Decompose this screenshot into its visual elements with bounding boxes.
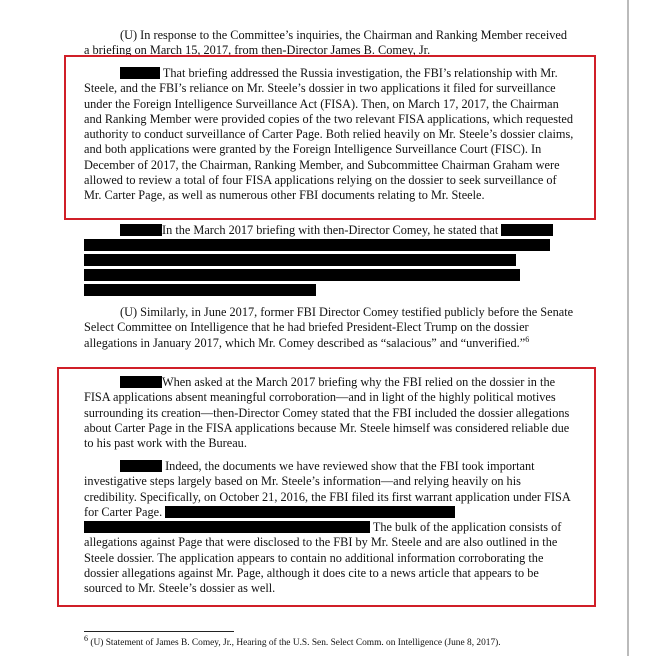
redaction	[84, 284, 316, 296]
redaction	[84, 521, 370, 533]
page-edge	[627, 0, 629, 656]
paragraph-text: Similarly, in June 2017, former FBI Director Comey testified publicly before the Senate Select Committee on Intelligence that he had briefed President-Elect Trump on the dossier allegations in January 2017, which Mr. Comey described as “salacious” and “unverified.”	[84, 305, 574, 350]
paragraph-text: Indeed, the documents we have reviewed show that the FBI took important investigative steps largely based on Mr. Steele’s information—and relying heavily on his credibility. Specifically, on October 21, 2016, the FBI filed its first warrant application under FISA for Carter Page.	[84, 459, 571, 519]
redaction	[165, 506, 455, 518]
paragraph-2	[84, 66, 574, 204]
paragraph-1	[84, 28, 574, 59]
paragraph-5	[84, 375, 574, 451]
paragraph-text: When asked at the March 2017 briefing why the FBI relied on the dossier in the FISA applications absent meaningful corroboration—and in light of the highly political motives surrounding its creation—then-Director Comey stated that the FBI included the dossier allegations about Carter Page in the FISA applications because Mr. Steele himself was considered reliable due to his past work with the Bureau.	[84, 375, 570, 451]
footnote-text: (U) Statement of James B. Comey, Jr., Hearing of the U.S. Sen. Select Comm. on Intelligence (June 8, 2017).	[90, 638, 501, 648]
paragraph-text: That briefing addressed the Russia investigation, the FBI’s relationship with Mr. Steele, and the FBI’s reliance on Mr. Steele’s dossier in two applications it filed for surveillance under the Foreign Intelligence Surveillance Act (FISA). Then, on March 17, 2017, the Chairman and Ranking Member were provided copies of the two relevant FISA applications, which requested authority to conduct surveillance of Carter Page. Both relied heavily on Mr. Steele’s dossier claims, and both applications were granted by the Foreign Intelligence Surveillance Court (FISC). In December of 2017, the Chairman, Ranking Member, and Subcommittee Chairman Graham were allowed to review a total of four FISA applications relying on the dossier to seek surveillance of Mr. Carter Page, as well as numerous other FBI documents relating to Mr. Steele.	[84, 66, 574, 203]
redaction	[120, 460, 162, 472]
paragraph-text: In response to the Committee’s inquiries, the Chairman and Ranking Member received a briefing on March 15, 2017, from then-Director James B. Comey, Jr.	[84, 28, 568, 58]
redaction	[84, 269, 520, 281]
classification-marking: (U)	[120, 305, 138, 319]
redaction	[120, 224, 162, 236]
footnote-reference: 6	[525, 334, 530, 344]
classification-marking: (U)	[120, 28, 138, 42]
paragraph-6	[84, 459, 574, 597]
redaction	[120, 67, 160, 79]
redaction	[84, 254, 516, 266]
redaction	[120, 376, 162, 388]
footnote	[84, 633, 604, 649]
footnote-number: 6	[84, 633, 88, 643]
paragraph-text: In the March 2017 briefing with then-Director Comey, he stated that	[162, 223, 499, 237]
paragraph-3	[84, 223, 574, 238]
paragraph-4	[84, 305, 574, 351]
footnote-rule	[84, 631, 234, 632]
redaction	[84, 239, 550, 251]
paragraph-text: The bulk of the application consists of allegations against Page that were disclosed to the FBI by Mr. Steele and are also outlined in the Steele dossier. The application appears to contain no additional information corroborating the dossier allegations against Mr. Page, although it does cite to a news article that appears to be sourced to Mr. Steele’s dossier as well.	[84, 520, 562, 596]
redaction	[501, 224, 553, 236]
